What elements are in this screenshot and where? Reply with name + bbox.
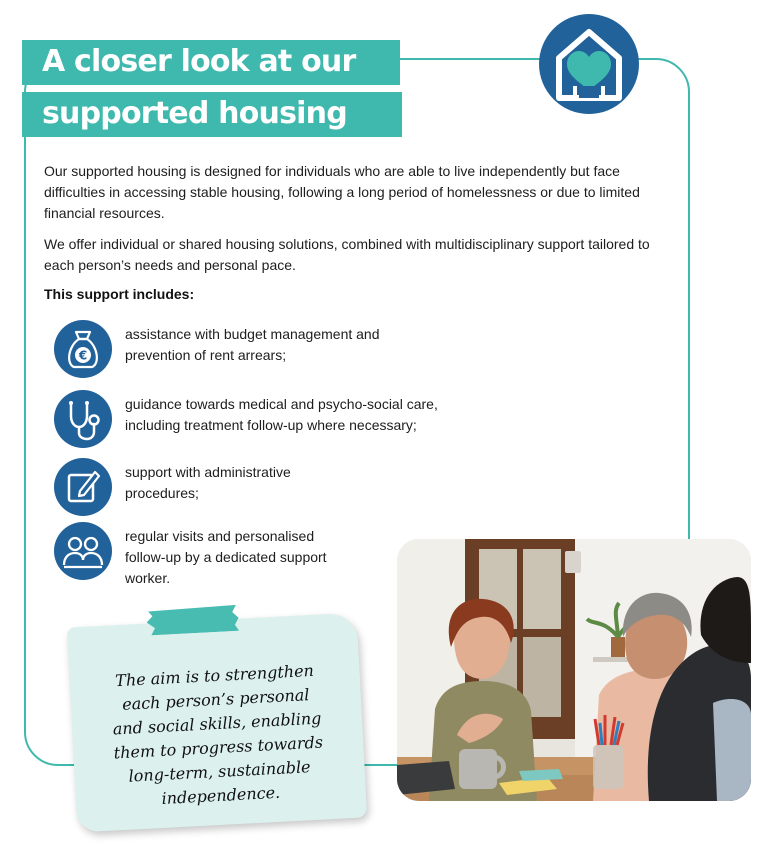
note-text: each person’s personal [121, 685, 310, 714]
intro-paragraph-1: Our supported housing is designed for individuals who are able to live independently but face difficulties in accessing stable housing, following a long period of homelessness or due to limited financial resources. [44, 163, 640, 221]
support-item-medical [54, 390, 514, 450]
support-item-text: assistance with budget management and [125, 326, 380, 342]
intro-paragraph-2: We offer individual or shared housing solutions, combined with multidisciplinary support tailored to each person’s needs and personal pace. [44, 236, 650, 273]
support-item-budget [54, 320, 514, 380]
document-pen-icon [54, 458, 112, 516]
people-icon [54, 522, 112, 580]
aim-note [67, 613, 367, 833]
support-item-text: guidance towards medical and psycho-social care, [125, 396, 438, 412]
note-text: The aim is to strengthen [114, 660, 315, 691]
money-bag-euro-icon [54, 320, 112, 378]
stethoscope-icon [54, 390, 112, 448]
note-text: and social skills, enabling [112, 708, 322, 739]
support-item-text: support with administrative [125, 464, 291, 480]
support-item-text: regular visits and personalised [125, 528, 315, 544]
support-item-text: worker. [125, 570, 171, 586]
note-text: them to progress towards [113, 732, 324, 763]
support-item-text: including treatment follow-up where necessary; [125, 417, 417, 433]
house-heart-icon [537, 12, 641, 116]
support-item-admin [54, 458, 514, 518]
note-text: long-term, sustainable [128, 757, 311, 786]
tape-decoration [144, 605, 241, 636]
support-item-text: procedures; [125, 485, 199, 501]
svg-text:€: € [78, 348, 88, 363]
support-heading: This support includes: [44, 286, 195, 302]
note-text: independence. [161, 782, 281, 808]
page-title-line-2: supported housing [22, 92, 402, 137]
support-item-text: prevention of rent arrears; [125, 347, 287, 363]
support-item-text: follow-up by a dedicated support [125, 549, 327, 565]
page-title-line-1: A closer look at our [22, 40, 400, 85]
photo-support-meeting [397, 539, 751, 801]
